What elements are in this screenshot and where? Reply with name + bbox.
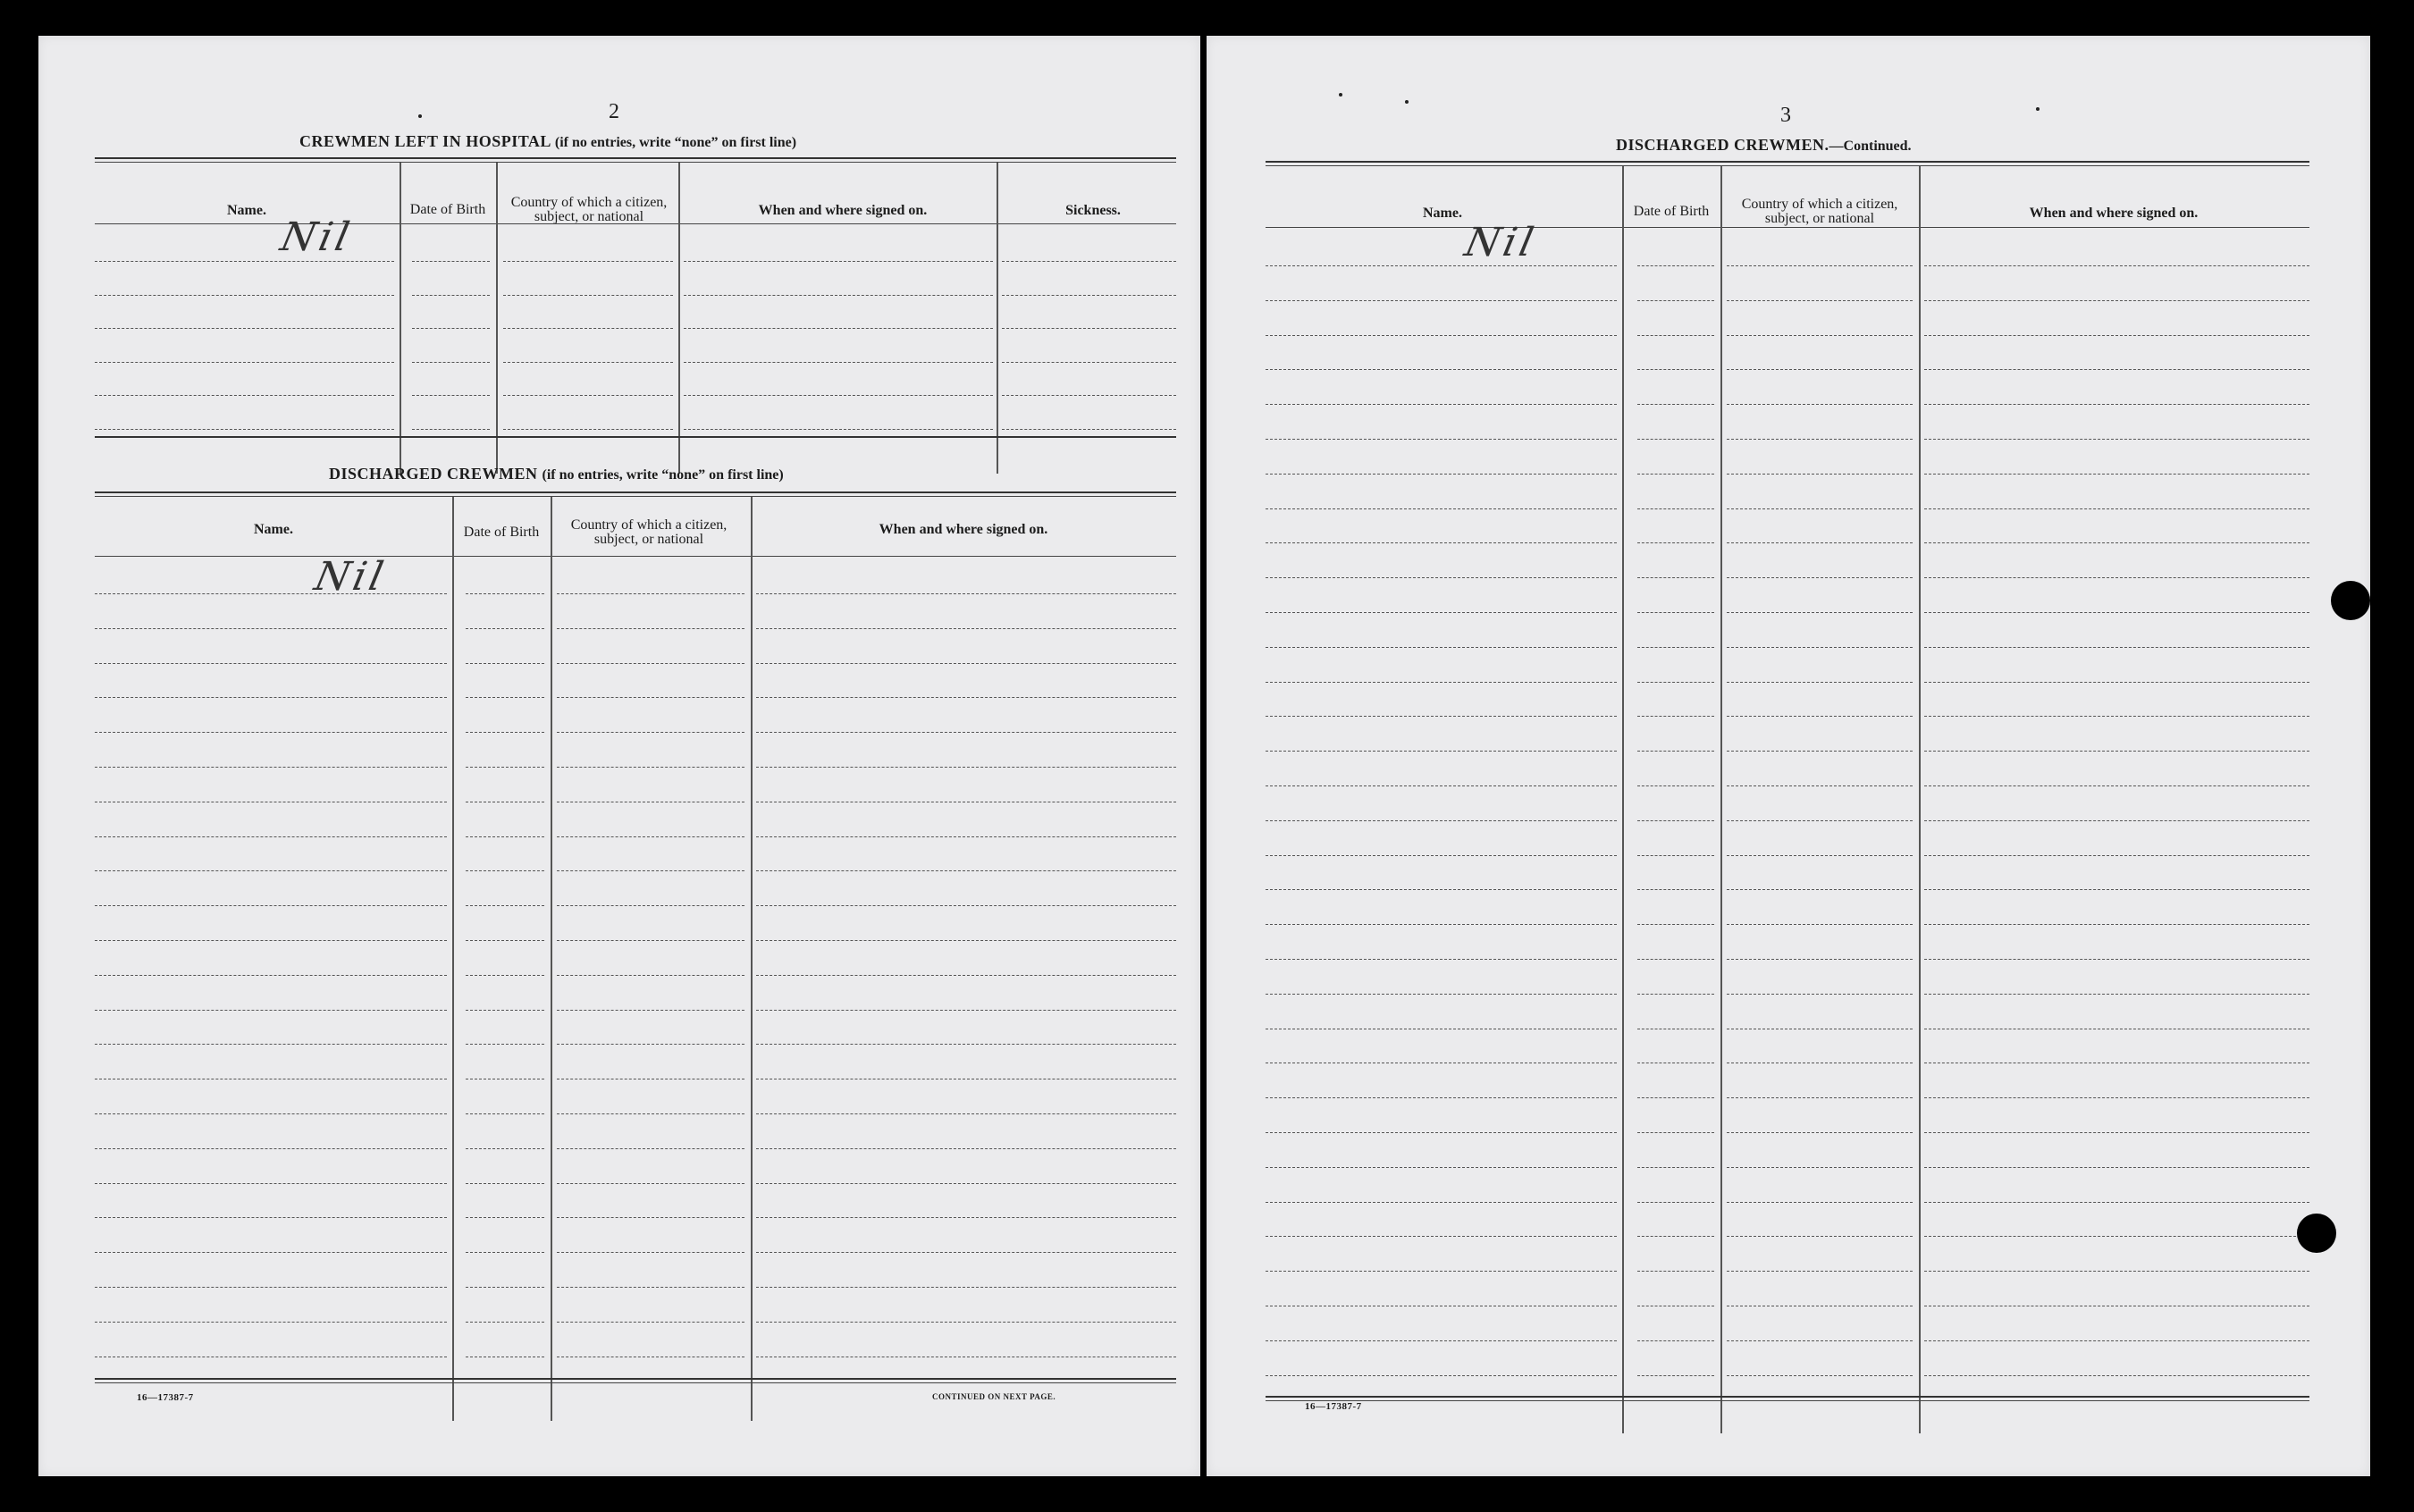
- entry-row-line: [1924, 1271, 2309, 1272]
- entry-row-line: [1637, 959, 1714, 960]
- entry-row-line: [557, 1322, 744, 1323]
- entry-row-line: [684, 429, 993, 430]
- discharged-header-rule: [95, 556, 1176, 557]
- hospital-section-title: [299, 132, 796, 151]
- entry-row-line: [1637, 508, 1714, 509]
- entry-row-line: [1266, 300, 1617, 301]
- entry-row-line: [466, 870, 544, 871]
- entry-row-line: [1727, 855, 1913, 856]
- entry-row-line: [95, 1322, 447, 1323]
- entry-row-line: [1002, 261, 1176, 262]
- hospital-bottom-rule: [95, 436, 1176, 438]
- entry-row-line: [95, 1252, 447, 1253]
- entry-row-line: [466, 1217, 544, 1218]
- entry-row-line: [756, 905, 1176, 906]
- entry-row-line: [1266, 820, 1617, 821]
- entry-row-line: [466, 836, 544, 837]
- page-number: 3: [1780, 104, 1791, 127]
- entry-row-line: [1727, 1202, 1913, 1203]
- entry-row-line: [1727, 785, 1913, 786]
- entry-row-line: [1266, 508, 1617, 509]
- entry-row-line: [466, 628, 544, 629]
- entry-row-line: [95, 836, 447, 837]
- entry-row-line: [684, 295, 993, 296]
- entry-row-line: [1727, 682, 1913, 683]
- entry-row-line: [557, 1044, 744, 1045]
- entry-row-line: [1727, 612, 1913, 613]
- rp-col-name-header: Name.: [1423, 206, 1462, 221]
- entry-row-line: [1266, 994, 1617, 995]
- entry-row-line: [756, 767, 1176, 768]
- entry-row-line: [1002, 429, 1176, 430]
- discharged-nil-entry: Nil: [310, 554, 391, 600]
- entry-row-line: [95, 1113, 447, 1114]
- hospital-top-rule: [95, 157, 1176, 159]
- entry-row-line: [1727, 1271, 1913, 1272]
- entry-row-line: [1266, 1132, 1617, 1133]
- entry-row-line: [503, 429, 673, 430]
- entry-row-line: [466, 697, 544, 698]
- entry-row-line: [412, 295, 490, 296]
- entry-row-line: [1924, 647, 2309, 648]
- entry-row-line: [557, 663, 744, 664]
- entry-row-line: [1727, 1167, 1913, 1168]
- entry-row-line: [503, 328, 673, 329]
- entry-row-line: [1727, 300, 1913, 301]
- entry-row-line: [1637, 751, 1714, 752]
- entry-row-line: [1924, 994, 2309, 995]
- entry-row-line: [95, 1148, 447, 1149]
- entry-row-line: [1924, 439, 2309, 440]
- entry-row-line: [756, 1010, 1176, 1011]
- entry-row-line: [466, 593, 544, 594]
- entry-row-line: [1727, 1236, 1913, 1237]
- entry-row-line: [557, 1113, 744, 1114]
- entry-row-line: [1266, 1236, 1617, 1237]
- col-name-header: Name.: [227, 203, 266, 218]
- entry-row-line: [1002, 295, 1176, 296]
- entry-row-line: [1727, 577, 1913, 578]
- entry-row-line: [95, 1010, 447, 1011]
- entry-row-line: [95, 940, 447, 941]
- entry-row-line: [1266, 924, 1617, 925]
- hospital-header-rule: [95, 223, 1176, 224]
- entry-row-line: [1002, 395, 1176, 396]
- entry-row-line: [557, 975, 744, 976]
- entry-row-line: [557, 940, 744, 941]
- entry-row-line: [1727, 716, 1913, 717]
- entry-row-line: [466, 732, 544, 733]
- entry-row-line: [1727, 1097, 1913, 1098]
- entry-row-line: [95, 697, 447, 698]
- entry-row-line: [95, 1183, 447, 1184]
- entry-row-line: [1266, 959, 1617, 960]
- rp-col-country-header: Country of which a citizen, subject, or national: [1741, 197, 1898, 226]
- entry-row-line: [1637, 716, 1714, 717]
- entry-row-line: [466, 1252, 544, 1253]
- entry-row-line: [1266, 1202, 1617, 1203]
- entry-row-line: [1266, 404, 1617, 405]
- entry-row-line: [1637, 994, 1714, 995]
- col-sickness-header: Sickness.: [1065, 203, 1121, 218]
- entry-row-line: [1727, 647, 1913, 648]
- entry-row-line: [1727, 439, 1913, 440]
- entry-row-line: [756, 663, 1176, 664]
- entry-row-line: [1266, 647, 1617, 648]
- hospital-note: (if no entries, write “none” on first line): [554, 135, 797, 150]
- footer-form-number: 16—17387-7: [137, 1392, 194, 1403]
- entry-row-line: [1637, 474, 1714, 475]
- entry-row-line: [1924, 508, 2309, 509]
- entry-row-line: [466, 1183, 544, 1184]
- entry-row-line: [756, 628, 1176, 629]
- entry-row-line: [1637, 542, 1714, 543]
- entry-row-line: [1727, 369, 1913, 370]
- entry-row-line: [756, 1148, 1176, 1149]
- entry-row-line: [1266, 1271, 1617, 1272]
- entry-row-line: [1727, 959, 1913, 960]
- entry-row-line: [1637, 369, 1714, 370]
- entry-row-line: [412, 362, 490, 363]
- entry-row-line: [1924, 335, 2309, 336]
- entry-row-line: [1924, 1167, 2309, 1168]
- entry-row-line: [557, 905, 744, 906]
- entry-row-line: [1924, 1132, 2309, 1133]
- entry-row-line: [1637, 300, 1714, 301]
- scan-speck: [418, 114, 422, 118]
- entry-row-line: [1924, 265, 2309, 266]
- dc-vline-3: [751, 497, 753, 1421]
- entry-row-line: [756, 975, 1176, 976]
- entry-row-line: [1266, 369, 1617, 370]
- entry-row-line: [1924, 1236, 2309, 1237]
- entry-row-line: [1924, 785, 2309, 786]
- discharged-bottom-rule: [95, 1378, 1176, 1380]
- entry-row-line: [1924, 1097, 2309, 1098]
- entry-row-line: [1266, 1340, 1617, 1341]
- scan-speck: [1405, 100, 1409, 104]
- rp-vline-1: [1622, 166, 1624, 1433]
- entry-row-line: [557, 1183, 744, 1184]
- entry-row-line: [1637, 1375, 1714, 1376]
- entry-row-line: [756, 1252, 1176, 1253]
- right-nil-entry: Nil: [1460, 220, 1542, 265]
- entry-row-line: [95, 1217, 447, 1218]
- rp-header-rule: [1266, 227, 2309, 228]
- entry-row-line: [1637, 1097, 1714, 1098]
- entry-row-line: [466, 1010, 544, 1011]
- entry-row-line: [95, 1287, 447, 1288]
- entry-row-line: [684, 395, 993, 396]
- rp-bottom-rule-2: [1266, 1400, 2309, 1401]
- scan-speck: [2036, 107, 2040, 111]
- entry-row-line: [466, 1287, 544, 1288]
- entry-row-line: [557, 1217, 744, 1218]
- entry-row-line: [503, 395, 673, 396]
- entry-row-line: [1637, 265, 1714, 266]
- entry-row-line: [1924, 889, 2309, 890]
- hospital-vline-4: [997, 163, 998, 474]
- entry-row-line: [1727, 820, 1913, 821]
- entry-row-line: [95, 295, 394, 296]
- entry-row-line: [1637, 1202, 1714, 1203]
- entry-row-line: [412, 395, 490, 396]
- discharged-top-rule: [95, 491, 1176, 493]
- entry-row-line: [1727, 751, 1913, 752]
- hospital-vline-3: [678, 163, 680, 474]
- entry-row-line: [95, 395, 394, 396]
- entry-row-line: [1924, 820, 2309, 821]
- entry-row-line: [1924, 751, 2309, 752]
- entry-row-line: [756, 1322, 1176, 1323]
- entry-row-line: [756, 870, 1176, 871]
- discharged-section-title: [329, 465, 784, 483]
- entry-row-line: [1266, 716, 1617, 717]
- entry-row-line: [412, 328, 490, 329]
- entry-row-line: [756, 836, 1176, 837]
- entry-row-line: [95, 732, 447, 733]
- entry-row-line: [1637, 647, 1714, 648]
- entry-row-line: [557, 1287, 744, 1288]
- entry-row-line: [95, 429, 394, 430]
- hospital-vline-2: [496, 163, 498, 474]
- entry-row-line: [466, 1322, 544, 1323]
- entry-row-line: [1266, 855, 1617, 856]
- entry-row-line: [756, 1183, 1176, 1184]
- entry-row-line: [557, 1010, 744, 1011]
- hospital-nil-entry: Nil: [276, 214, 357, 260]
- entry-row-line: [412, 261, 490, 262]
- entry-row-line: [756, 1044, 1176, 1045]
- entry-row-line: [1266, 751, 1617, 752]
- entry-row-line: [1637, 889, 1714, 890]
- entry-row-line: [1266, 577, 1617, 578]
- entry-row-line: [1637, 577, 1714, 578]
- entry-row-line: [1924, 1340, 2309, 1341]
- entry-row-line: [1727, 1375, 1913, 1376]
- entry-row-line: [466, 975, 544, 976]
- entry-row-line: [557, 697, 744, 698]
- entry-row-line: [1924, 1375, 2309, 1376]
- entry-row-line: [684, 328, 993, 329]
- entry-row-line: [756, 697, 1176, 698]
- footer-continued: CONTINUED ON NEXT PAGE.: [932, 1392, 1056, 1401]
- discharged-note: (if no entries, write “none” on first line): [542, 467, 784, 483]
- entry-row-line: [466, 767, 544, 768]
- entry-row-line: [1727, 474, 1913, 475]
- hospital-title: CREWMEN LEFT IN HOSPITAL: [299, 132, 551, 150]
- entry-row-line: [1266, 474, 1617, 475]
- entry-row-line: [1266, 785, 1617, 786]
- entry-row-line: [1924, 1202, 2309, 1203]
- entry-row-line: [1266, 612, 1617, 613]
- entry-row-line: [1266, 1167, 1617, 1168]
- entry-row-line: [1924, 612, 2309, 613]
- entry-row-line: [1924, 404, 2309, 405]
- continued-title: DISCHARGED CREWMEN.: [1616, 136, 1829, 154]
- entry-row-line: [1727, 1132, 1913, 1133]
- dc-vline-2: [551, 497, 552, 1421]
- punch-hole-lower: [2297, 1214, 2336, 1253]
- entry-row-line: [1924, 369, 2309, 370]
- entry-row-line: [1002, 328, 1176, 329]
- discharged-bottom-rule-2: [95, 1382, 1176, 1383]
- entry-row-line: [1924, 474, 2309, 475]
- entry-row-line: [1727, 508, 1913, 509]
- entry-row-line: [557, 593, 744, 594]
- entry-row-line: [1727, 924, 1913, 925]
- entry-row-line: [557, 767, 744, 768]
- entry-row-line: [1637, 1236, 1714, 1237]
- entry-row-line: [412, 429, 490, 430]
- entry-row-line: [1002, 362, 1176, 363]
- rp-vline-2: [1720, 166, 1722, 1433]
- entry-row-line: [466, 940, 544, 941]
- entry-row-line: [1924, 959, 2309, 960]
- entry-row-line: [466, 663, 544, 664]
- entry-row-line: [466, 905, 544, 906]
- entry-row-line: [1727, 265, 1913, 266]
- entry-row-line: [1637, 1132, 1714, 1133]
- continued-section-title: [1616, 136, 1912, 155]
- entry-row-line: [1637, 785, 1714, 786]
- entry-row-line: [1637, 924, 1714, 925]
- entry-row-line: [1637, 335, 1714, 336]
- col-signed-header: When and where signed on.: [758, 203, 928, 218]
- entry-row-line: [756, 940, 1176, 941]
- entry-row-line: [1727, 542, 1913, 543]
- entry-row-line: [1727, 994, 1913, 995]
- entry-row-line: [1637, 855, 1714, 856]
- entry-row-line: [466, 1044, 544, 1045]
- entry-row-line: [1727, 404, 1913, 405]
- entry-row-line: [1637, 1271, 1714, 1272]
- discharged-title: DISCHARGED CREWMEN: [329, 465, 538, 483]
- entry-row-line: [1266, 265, 1617, 266]
- entry-row-line: [557, 732, 744, 733]
- entry-row-line: [1727, 335, 1913, 336]
- dc-col-name-header: Name.: [254, 522, 293, 537]
- entry-row-line: [1637, 404, 1714, 405]
- entry-row-line: [684, 362, 993, 363]
- entry-row-line: [1924, 682, 2309, 683]
- dc-col-signed-header: When and where signed on.: [879, 522, 1048, 537]
- entry-row-line: [1266, 1097, 1617, 1098]
- right-page: [1207, 36, 2370, 1476]
- entry-row-line: [1924, 577, 2309, 578]
- entry-row-line: [1637, 1167, 1714, 1168]
- entry-row-line: [1727, 889, 1913, 890]
- entry-row-line: [466, 1113, 544, 1114]
- col-dob-header: Date of Birth: [409, 202, 486, 217]
- entry-row-line: [1727, 1340, 1913, 1341]
- entry-row-line: [557, 836, 744, 837]
- scan-speck: [1339, 93, 1342, 97]
- entry-row-line: [1637, 439, 1714, 440]
- col-country-header: Country of which a citizen, subject, or national: [510, 195, 668, 224]
- entry-row-line: [1266, 542, 1617, 543]
- entry-row-line: [557, 870, 744, 871]
- entry-row-line: [1924, 542, 2309, 543]
- entry-row-line: [756, 1287, 1176, 1288]
- rp-top-rule: [1266, 161, 2309, 163]
- dc-col-dob-header: Date of Birth: [463, 525, 540, 540]
- entry-row-line: [95, 593, 447, 594]
- dc-vline-1: [452, 497, 454, 1421]
- entry-row-line: [95, 628, 447, 629]
- entry-row-line: [503, 261, 673, 262]
- entry-row-line: [95, 767, 447, 768]
- entry-row-line: [503, 295, 673, 296]
- entry-row-line: [1266, 889, 1617, 890]
- entry-row-line: [466, 1148, 544, 1149]
- entry-row-line: [1924, 716, 2309, 717]
- continued-note: —Continued.: [1829, 139, 1912, 154]
- entry-row-line: [1266, 335, 1617, 336]
- entry-row-line: [756, 1217, 1176, 1218]
- entry-row-line: [95, 362, 394, 363]
- dc-col-country-header: Country of which a citizen, subject, or national: [570, 517, 728, 547]
- entry-row-line: [95, 1044, 447, 1045]
- entry-row-line: [756, 593, 1176, 594]
- entry-row-line: [503, 362, 673, 363]
- rp-bottom-rule: [1266, 1396, 2309, 1398]
- entry-row-line: [1637, 612, 1714, 613]
- entry-row-line: [95, 905, 447, 906]
- rp-vline-3: [1919, 166, 1921, 1433]
- entry-row-line: [95, 261, 394, 262]
- entry-row-line: [1637, 1340, 1714, 1341]
- rp-col-signed-header: When and where signed on.: [2029, 206, 2199, 221]
- entry-row-line: [557, 1252, 744, 1253]
- page-number: 2: [609, 100, 619, 123]
- entry-row-line: [1924, 300, 2309, 301]
- hospital-vline-1: [400, 163, 401, 474]
- entry-row-line: [95, 975, 447, 976]
- entry-row-line: [1924, 924, 2309, 925]
- footer-form-number: 16—17387-7: [1305, 1401, 1362, 1412]
- entry-row-line: [756, 1113, 1176, 1114]
- entry-row-line: [1266, 1375, 1617, 1376]
- entry-row-line: [1924, 855, 2309, 856]
- entry-row-line: [95, 870, 447, 871]
- entry-row-line: [1637, 820, 1714, 821]
- entry-row-line: [557, 1148, 744, 1149]
- entry-row-line: [684, 261, 993, 262]
- entry-row-line: [557, 628, 744, 629]
- entry-row-line: [1266, 439, 1617, 440]
- entry-row-line: [95, 663, 447, 664]
- left-page: [38, 36, 1200, 1476]
- rp-col-dob-header: Date of Birth: [1633, 204, 1710, 219]
- entry-row-line: [95, 328, 394, 329]
- entry-row-line: [1637, 682, 1714, 683]
- punch-hole-upper: [2331, 581, 2370, 620]
- entry-row-line: [756, 732, 1176, 733]
- entry-row-line: [1266, 682, 1617, 683]
